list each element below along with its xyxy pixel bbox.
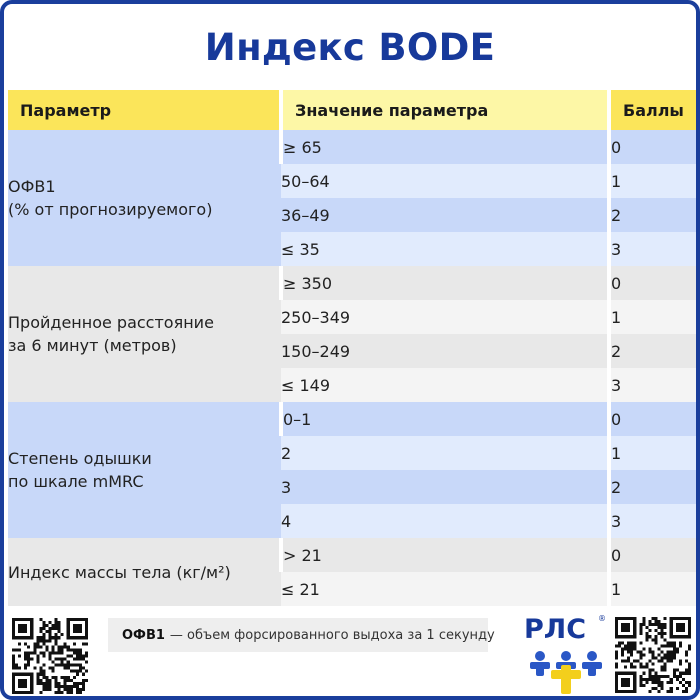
value-cell: 2: [281, 436, 609, 470]
qr-code-icon[interactable]: [615, 617, 691, 693]
table-body: [8, 130, 700, 606]
score-cell: 0: [609, 130, 700, 164]
header-score: Баллы: [609, 90, 700, 130]
score-cell: 0: [609, 266, 700, 300]
bode-table: [8, 90, 700, 606]
value-cell: 0–1: [281, 402, 609, 436]
footer: [4, 610, 696, 700]
rls-logo-icon[interactable]: [524, 614, 608, 694]
parameter-name: Индекс массы тела (кг/м²): [8, 562, 231, 582]
parameter-unit: (% от прогнозируемого): [8, 200, 213, 219]
value-cell: 36–49: [281, 198, 609, 232]
table-header-row: [8, 90, 700, 130]
score-cell: 3: [609, 504, 700, 538]
table-row: [8, 402, 700, 436]
header-value: Значение параметра: [281, 90, 609, 130]
value-cell: > 21: [281, 538, 609, 572]
value-cell: ≥ 350: [281, 266, 609, 300]
parameter-name: Степень одышки: [8, 449, 152, 468]
header-param: Параметр: [8, 90, 281, 130]
score-cell: 3: [609, 368, 700, 402]
score-cell: 1: [609, 300, 700, 334]
score-cell: 2: [609, 334, 700, 368]
table-row: [8, 538, 700, 572]
page-title: Индекс BODE: [204, 25, 496, 69]
value-cell: 3: [281, 470, 609, 504]
score-cell: 2: [609, 470, 700, 504]
parameter-unit: по шкале mMRC: [8, 472, 144, 491]
footnote: [108, 618, 495, 652]
table-row: [8, 266, 700, 300]
score-cell: 0: [609, 538, 700, 572]
value-cell: ≤ 21: [281, 572, 609, 606]
value-cell: ≤ 35: [281, 232, 609, 266]
parameter-cell: [8, 130, 281, 266]
parameter-name: ОФВ1: [8, 177, 56, 196]
logo-text: РЛС: [524, 614, 587, 645]
score-cell: 3: [609, 232, 700, 266]
parameter-cell: [8, 266, 281, 402]
score-cell: 0: [609, 402, 700, 436]
qr-code-icon[interactable]: [12, 618, 88, 694]
table-row: [8, 130, 700, 164]
score-cell: 1: [609, 572, 700, 606]
value-cell: 50–64: [281, 164, 609, 198]
score-cell: 2: [609, 198, 700, 232]
parameter-unit: за 6 минут (метров): [8, 336, 177, 355]
value-cell: ≤ 149: [281, 368, 609, 402]
parameter-name: Пройденное расстояние: [8, 313, 214, 332]
parameter-cell: [8, 538, 281, 606]
logo-registered-mark: ®: [598, 614, 606, 623]
value-cell: ≥ 65: [281, 130, 609, 164]
score-cell: 1: [609, 436, 700, 470]
value-cell: 4: [281, 504, 609, 538]
score-cell: 1: [609, 164, 700, 198]
footnote-text: — объем форсированного выдоха за 1 секунду: [169, 627, 495, 643]
value-cell: 250–349: [281, 300, 609, 334]
footnote-term: ОФВ1: [122, 627, 165, 643]
value-cell: 150–249: [281, 334, 609, 368]
parameter-cell: [8, 402, 281, 538]
rls-people-icon: [526, 648, 606, 694]
